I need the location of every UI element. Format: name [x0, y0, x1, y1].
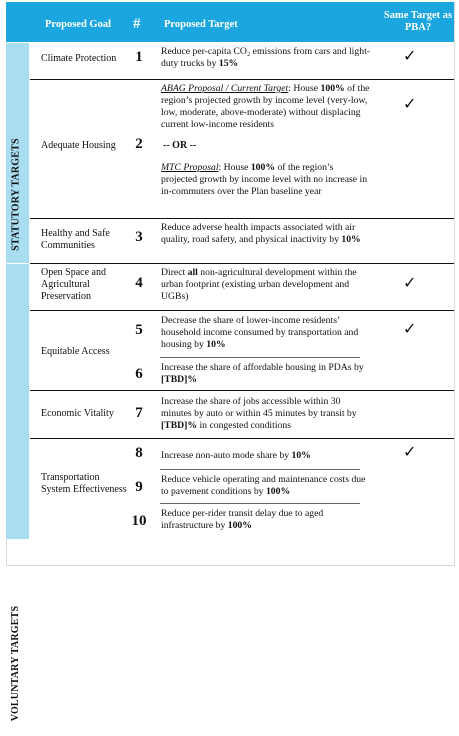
row-divider — [30, 310, 454, 311]
row-divider — [30, 263, 454, 264]
table-header — [6, 2, 454, 42]
goal-cell: Economic Vitality — [41, 408, 114, 419]
checkmark-icon: ✓ — [403, 442, 417, 461]
goal-cell: Adequate Housing — [41, 140, 116, 151]
goal-cell: Transportation System Effectiveness — [41, 472, 127, 495]
goal-cell: Healthy and Safe Communities — [41, 228, 110, 251]
goal-number: 7 — [135, 405, 143, 421]
header-proposed-goal: Proposed Goal — [45, 19, 112, 30]
goal-number: 3 — [135, 229, 143, 245]
header-proposed-target: Proposed Target — [164, 19, 238, 30]
target-cell: ABAG Proposal / Current Target: House 100% of the region’s projected growth by income level (very-low, low, moderate, above-moderate) without displacing current low-income residents — [161, 83, 370, 130]
header-number: # — [133, 16, 141, 32]
header-same-target: Same Target as PBA? — [383, 10, 453, 33]
goal-number: 10 — [131, 513, 147, 529]
row-divider — [30, 218, 454, 219]
checkmark-icon: ✓ — [403, 46, 417, 65]
target-cell: Increase non-auto mode share by 10% — [161, 450, 311, 461]
target-cell: Reduce per-rider transit delay due to aged infrastructure by 100% — [161, 508, 324, 531]
or-separator: -- OR -- — [163, 140, 197, 151]
goal-cell: Climate Protection — [41, 53, 117, 64]
target-cell: Reduce per-capita CO₂ emissions from cars and light-duty trucks by 15% — [161, 46, 370, 69]
checkmark-icon: ✓ — [403, 94, 417, 113]
goal-number: 2 — [135, 136, 143, 152]
checkmark-icon: ✓ — [403, 273, 417, 292]
sub-row-divider — [160, 469, 360, 470]
statutory-sidebar — [6, 43, 29, 263]
checkmark-icon: ✓ — [403, 319, 417, 338]
target-cell: MTC Proposal: House 100% of the region’s projected growth by income level with no increase in in-commuters over the Plan baseline year — [161, 162, 368, 197]
target-cell: Increase the share of affordable housing in PDAs by [TBD]% — [161, 362, 364, 385]
goal-number: 8 — [135, 445, 143, 461]
target-cell: Increase the share of jobs accessible within 30 minutes by auto or within 45 minutes by transit by [TBD]% in congested conditions — [161, 396, 357, 431]
sub-row-divider — [160, 503, 360, 504]
row-divider — [30, 390, 454, 391]
goal-number: 5 — [135, 322, 143, 338]
goal-cell: Equitable Access — [41, 346, 110, 357]
goal-cell: Open Space and Agricultural Preservation — [41, 267, 106, 302]
goal-number: 4 — [135, 275, 143, 291]
voluntary-sidebar — [6, 264, 29, 722]
goal-number: 9 — [135, 479, 143, 495]
sub-row-divider — [160, 357, 360, 358]
target-cell: Reduce vehicle operating and maintenance costs due to pavement conditions by 100% — [161, 474, 366, 497]
row-divider — [30, 438, 454, 439]
goal-number: 6 — [135, 366, 143, 382]
statutory-label: STATUTORY TARGETS — [10, 138, 22, 251]
goal-number: 1 — [135, 49, 143, 65]
row-divider — [30, 79, 454, 80]
voluntary-label: VOLUNTARY TARGETS — [10, 605, 21, 722]
target-cell: Direct all non-agricultural development within the urban footprint (existing urban development and UGBs) — [161, 267, 357, 302]
target-cell: Reduce adverse health impacts associated with air quality, road safety, and physical inactivity by 10% — [161, 222, 361, 245]
target-cell: Decrease the share of lower-income residents’ household income consumed by transportation and housing by 10% — [161, 315, 359, 350]
